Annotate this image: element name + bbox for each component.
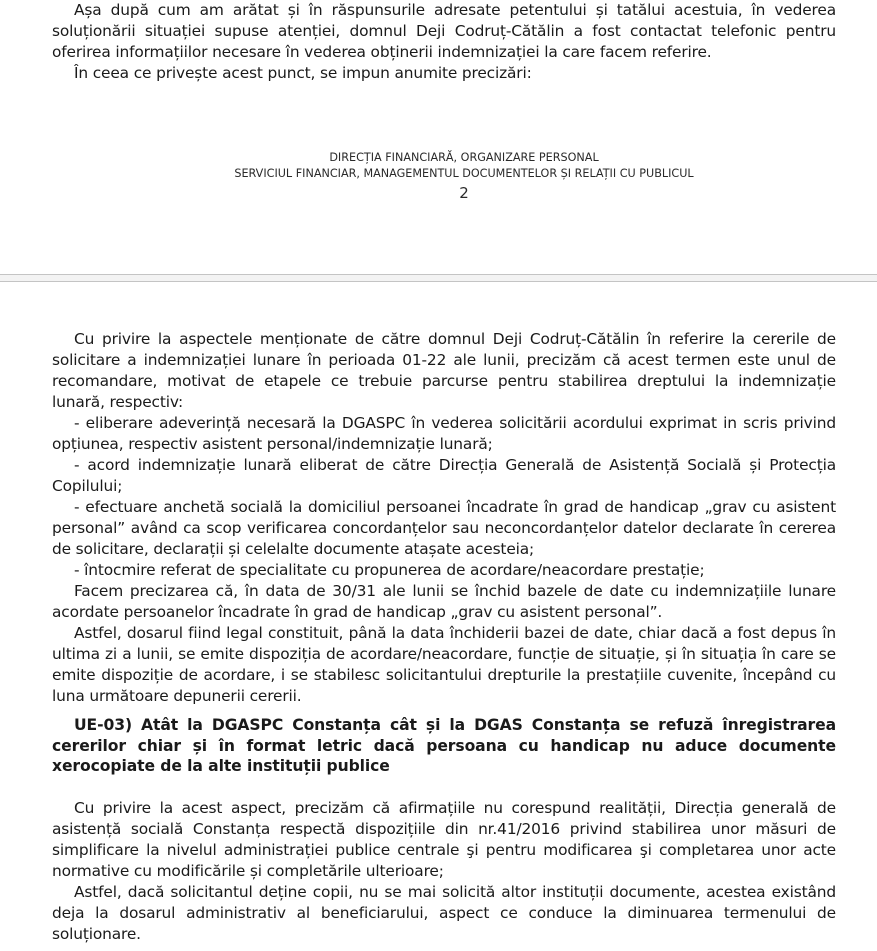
paragraph: Cu privire la acest aspect, precizăm că afirmațiile nu corespund realității, Direcția generală de asistență socială Constanța respectă dispozițiile din nr.41/2016 privind stabilirea unor măsuri de simplificare la nivelul administrației publice centrale şi pentru modificarea şi completarea unor acte normative cu modificările și completările ulterioare;: [52, 799, 836, 880]
section-heading: UE-03) Atât la DGASPC Constanța cât și la DGAS Constanța se refuză înregistrarea cererilor chiar și în format letric dacă persoana cu handicap nu aduce documente xerocopiate de la alte instituții publice: [52, 716, 836, 775]
section-heading-ue-03: [52, 715, 836, 777]
page-number: 2: [459, 184, 469, 202]
list-item: - acord indemnizație lunară eliberat de către Direcția Generală de Asistență Socială și Protecția Copilului;: [52, 456, 836, 495]
section-body-ue-03: [52, 798, 836, 945]
page-3-body: [52, 329, 836, 707]
document-page-3: [0, 282, 877, 951]
list-item: - întocmire referat de specialitate cu propunerea de acordare/neacordare prestație;: [74, 561, 705, 579]
page-break-separator: [0, 274, 877, 282]
paragraph: Așa după cum am arătat și în răspunsurile adresate petentului și tatălui acestuia, în vederea soluționării situației supuse atenției, domnul Deji Codruț-Cătălin a fost contactat telefonic pentru oferirea informațiilor necesare în vederea obținerii indemnizației la care facem referire.: [52, 1, 836, 61]
paragraph: Astfel, dosarul fiind legal constituit, până la data închiderii bazei de date, chiar dacă a fost depus în ultima zi a lunii, se emite dispoziția de acordare/neacordare, funcție de situație, și în situația în care se emite dispoziție de acordare, i se stabilesc solicitantului drepturile la prestațiile cuvenite, începând cu luna următoare depunerii cererii.: [52, 624, 836, 705]
paragraph: Astfel, dacă solicitantul deține copii, nu se mai solicită altor instituții documente, acestea existând deja la dosarul administrativ al beneficiarului, aspect ce conduce la diminuarea termenului de soluționare.: [52, 883, 836, 943]
page-footer: [0, 150, 877, 203]
footer-service: SERVICIUL FINANCIAR, MANAGEMENTUL DOCUMENTELOR ȘI RELAȚII CU PUBLICUL: [234, 167, 694, 180]
document-page-2: [0, 0, 877, 274]
footer-department: DIRECȚIA FINANCIARĂ, ORGANIZARE PERSONAL: [329, 151, 599, 164]
page-2-body: [52, 0, 836, 84]
paragraph: Facem precizarea că, în data de 30/31 ale lunii se închid bazele de date cu indemnizațiile lunare acordate persoanelor încadrate în grad de handicap „grav cu asistent personal”.: [52, 582, 836, 621]
paragraph: În ceea ce privește acest punct, se impun anumite precizări:: [74, 64, 532, 82]
paragraph: Cu privire la aspectele menționate de către domnul Deji Codruț-Cătălin în referire la cererile de solicitare a indemnizației lunare în perioada 01-22 ale lunii, precizăm că acest termen este unul de recomandare, motivat de etapele ce trebuie parcurse pentru stabilirea dreptului la indemnizație lunară, respectiv:: [52, 330, 836, 411]
list-item: - efectuare anchetă socială la domiciliul persoanei încadrate în grad de handicap „grav cu asistent personal” având ca scop verificarea concordanțelor sau neconcordanțelor datelor declarate în cererea de solicitare, declarații și celelalte documente atașate acesteia;: [52, 498, 836, 558]
list-item: - eliberare adeverință necesară la DGASPC în vederea solicitării acordului exprimat in scris privind opțiunea, respectiv asistent personal/indemnizație lunară;: [52, 414, 836, 453]
